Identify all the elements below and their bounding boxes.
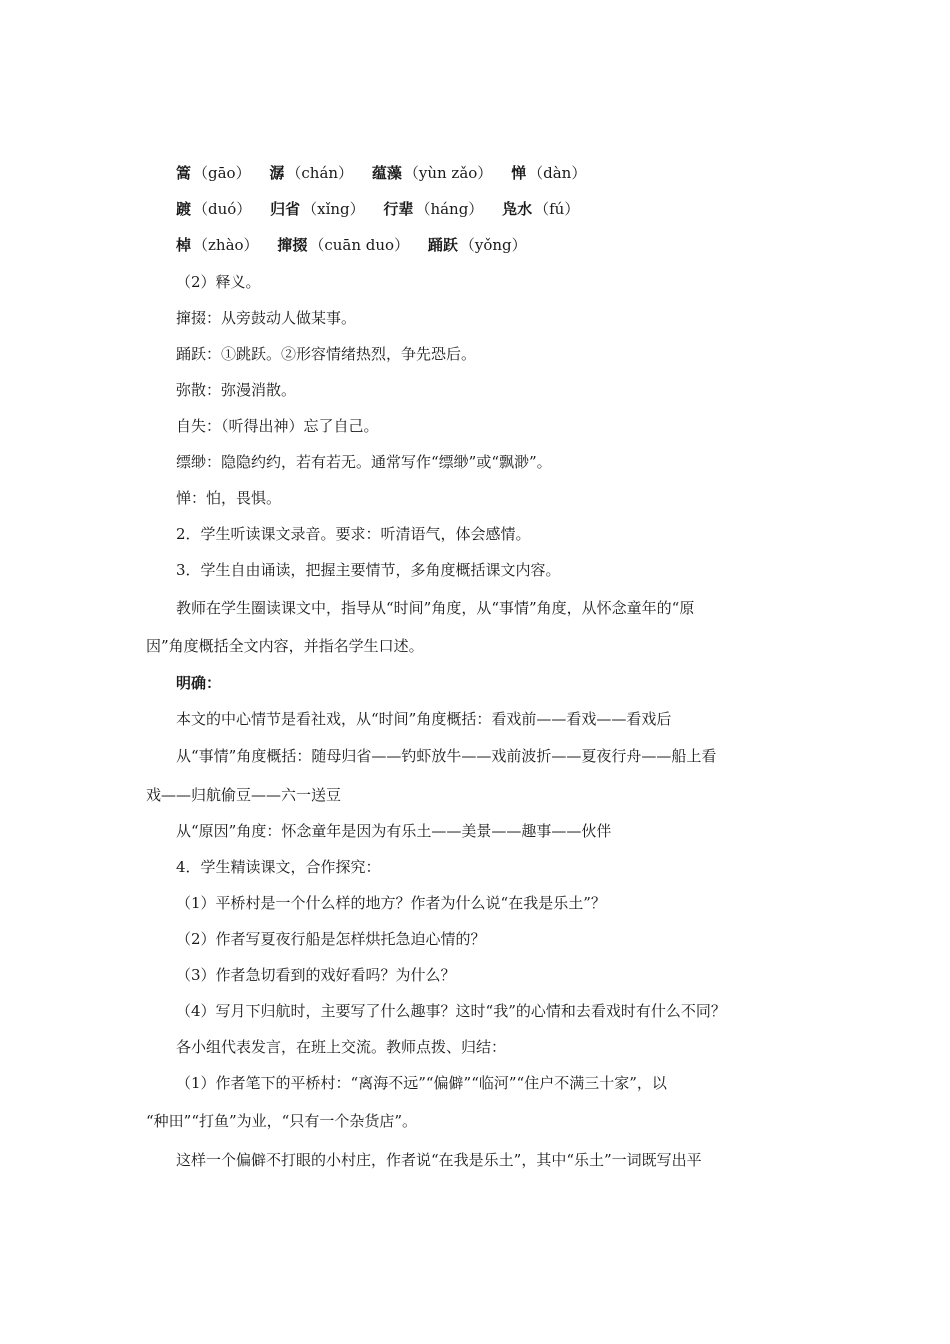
vocab-word: 篙 [176, 164, 192, 182]
vocab-word: 棹 [176, 236, 192, 254]
vocab-pinyin: （gāo） [193, 164, 251, 182]
definition-line: 撺掇：从旁鼓动人做某事。 [176, 309, 357, 327]
answer-line: “种田”“打鱼”为业，“只有一个杂货店”。 [146, 1112, 418, 1130]
vocab-pinyin: （xǐng） [302, 200, 365, 218]
question-line: （2）作者写夏夜行船是怎样烘托急迫心情的？ [176, 930, 486, 948]
paragraph-line: 因”角度概括全文内容，并指名学生口述。 [146, 637, 424, 655]
vocab-word: 归省 [270, 200, 301, 218]
vocab-word: 撺掇 [277, 236, 308, 254]
clarify-heading: 明确： [176, 674, 222, 692]
vocab-word: 蕴藻 [371, 164, 402, 182]
vocab-word: 惮 [511, 164, 527, 182]
paragraph-line: 戏——归航偷豆——六一送豆 [146, 786, 342, 804]
vocab-pinyin: （dàn） [528, 164, 587, 182]
vocab-pinyin: （yùn zǎo） [403, 164, 493, 182]
question-line: （3）作者急切看到的戏好看吗？为什么？ [176, 966, 456, 984]
pinyin-row-3 [176, 235, 541, 255]
vocab-pinyin: （chán） [286, 164, 354, 182]
definition-line: 弥散：弥漫消散。 [176, 381, 297, 399]
question-line: （1）平桥村是一个什么样的地方？作者为什么说“在我是乐土”？ [176, 894, 606, 912]
question-line: （4）写月下归航时，主要写了什么趣事？这时“我”的心情和去看戏时有什么不同？ [176, 1002, 726, 1020]
paragraph-line: 教师在学生圈读课文中，指导从“时间”角度，从“事情”角度，从怀念童年的“原 [176, 599, 695, 617]
pinyin-row-2 [176, 199, 593, 219]
step-line: 3．学生自由诵读，把握主要情节，多角度概括课文内容。 [176, 561, 561, 579]
vocab-pinyin: （yǒng） [459, 236, 527, 254]
definition-line: 踊跃：①跳跃。②形容情绪热烈，争先恐后。 [176, 345, 477, 363]
vocab-word: 踊跃 [427, 236, 458, 254]
paragraph-line: 从“事情”角度概括：随母归省——钓虾放牛——戏前波折——夏夜行舟——船上看 [176, 747, 717, 765]
paragraph-line: 从“原因”角度：怀念童年是因为有乐土——美景——趣事——伙伴 [176, 822, 612, 840]
vocab-word: 踱 [176, 200, 192, 218]
vocab-pinyin: （zhào） [193, 236, 259, 254]
vocab-word: 行辈 [383, 200, 414, 218]
vocab-word: 潺 [269, 164, 285, 182]
step-line: 4．学生精读课文，合作探究： [176, 858, 381, 876]
vocab-word: 凫水 [502, 200, 533, 218]
definition-line: 自失：（听得出神）忘了自己。 [176, 417, 379, 435]
paragraph-line: 各小组代表发言，在班上交流。教师点拨、归结： [176, 1038, 507, 1056]
vocab-pinyin: （cuān duo） [309, 236, 410, 254]
definition-line: 惮：怕，畏惧。 [176, 489, 282, 507]
vocab-pinyin: （háng） [415, 200, 484, 218]
step-line: 2．学生听读课文录音。要求：听清语气，体会感情。 [176, 525, 531, 543]
answer-line: （1）作者笔下的平桥村：“离海不远”“偏僻”“临河”“住户不满三十家”，以 [176, 1074, 667, 1092]
pinyin-row-1 [176, 163, 600, 183]
paragraph-line: 这样一个偏僻不打眼的小村庄，作者说“在我是乐土”，其中“乐土”一词既写出平 [176, 1151, 702, 1169]
paragraph-line: 本文的中心情节是看社戏，从“时间”角度概括：看戏前——看戏——看戏后 [176, 710, 672, 728]
vocab-pinyin: （duó） [193, 200, 252, 218]
definition-line: 缥缈：隐隐约约，若有若无。通常写作“缥缈”或“飘渺”。 [176, 453, 552, 471]
section-heading-definitions: （2）释义。 [176, 273, 261, 291]
vocab-pinyin: （fú） [534, 200, 580, 218]
